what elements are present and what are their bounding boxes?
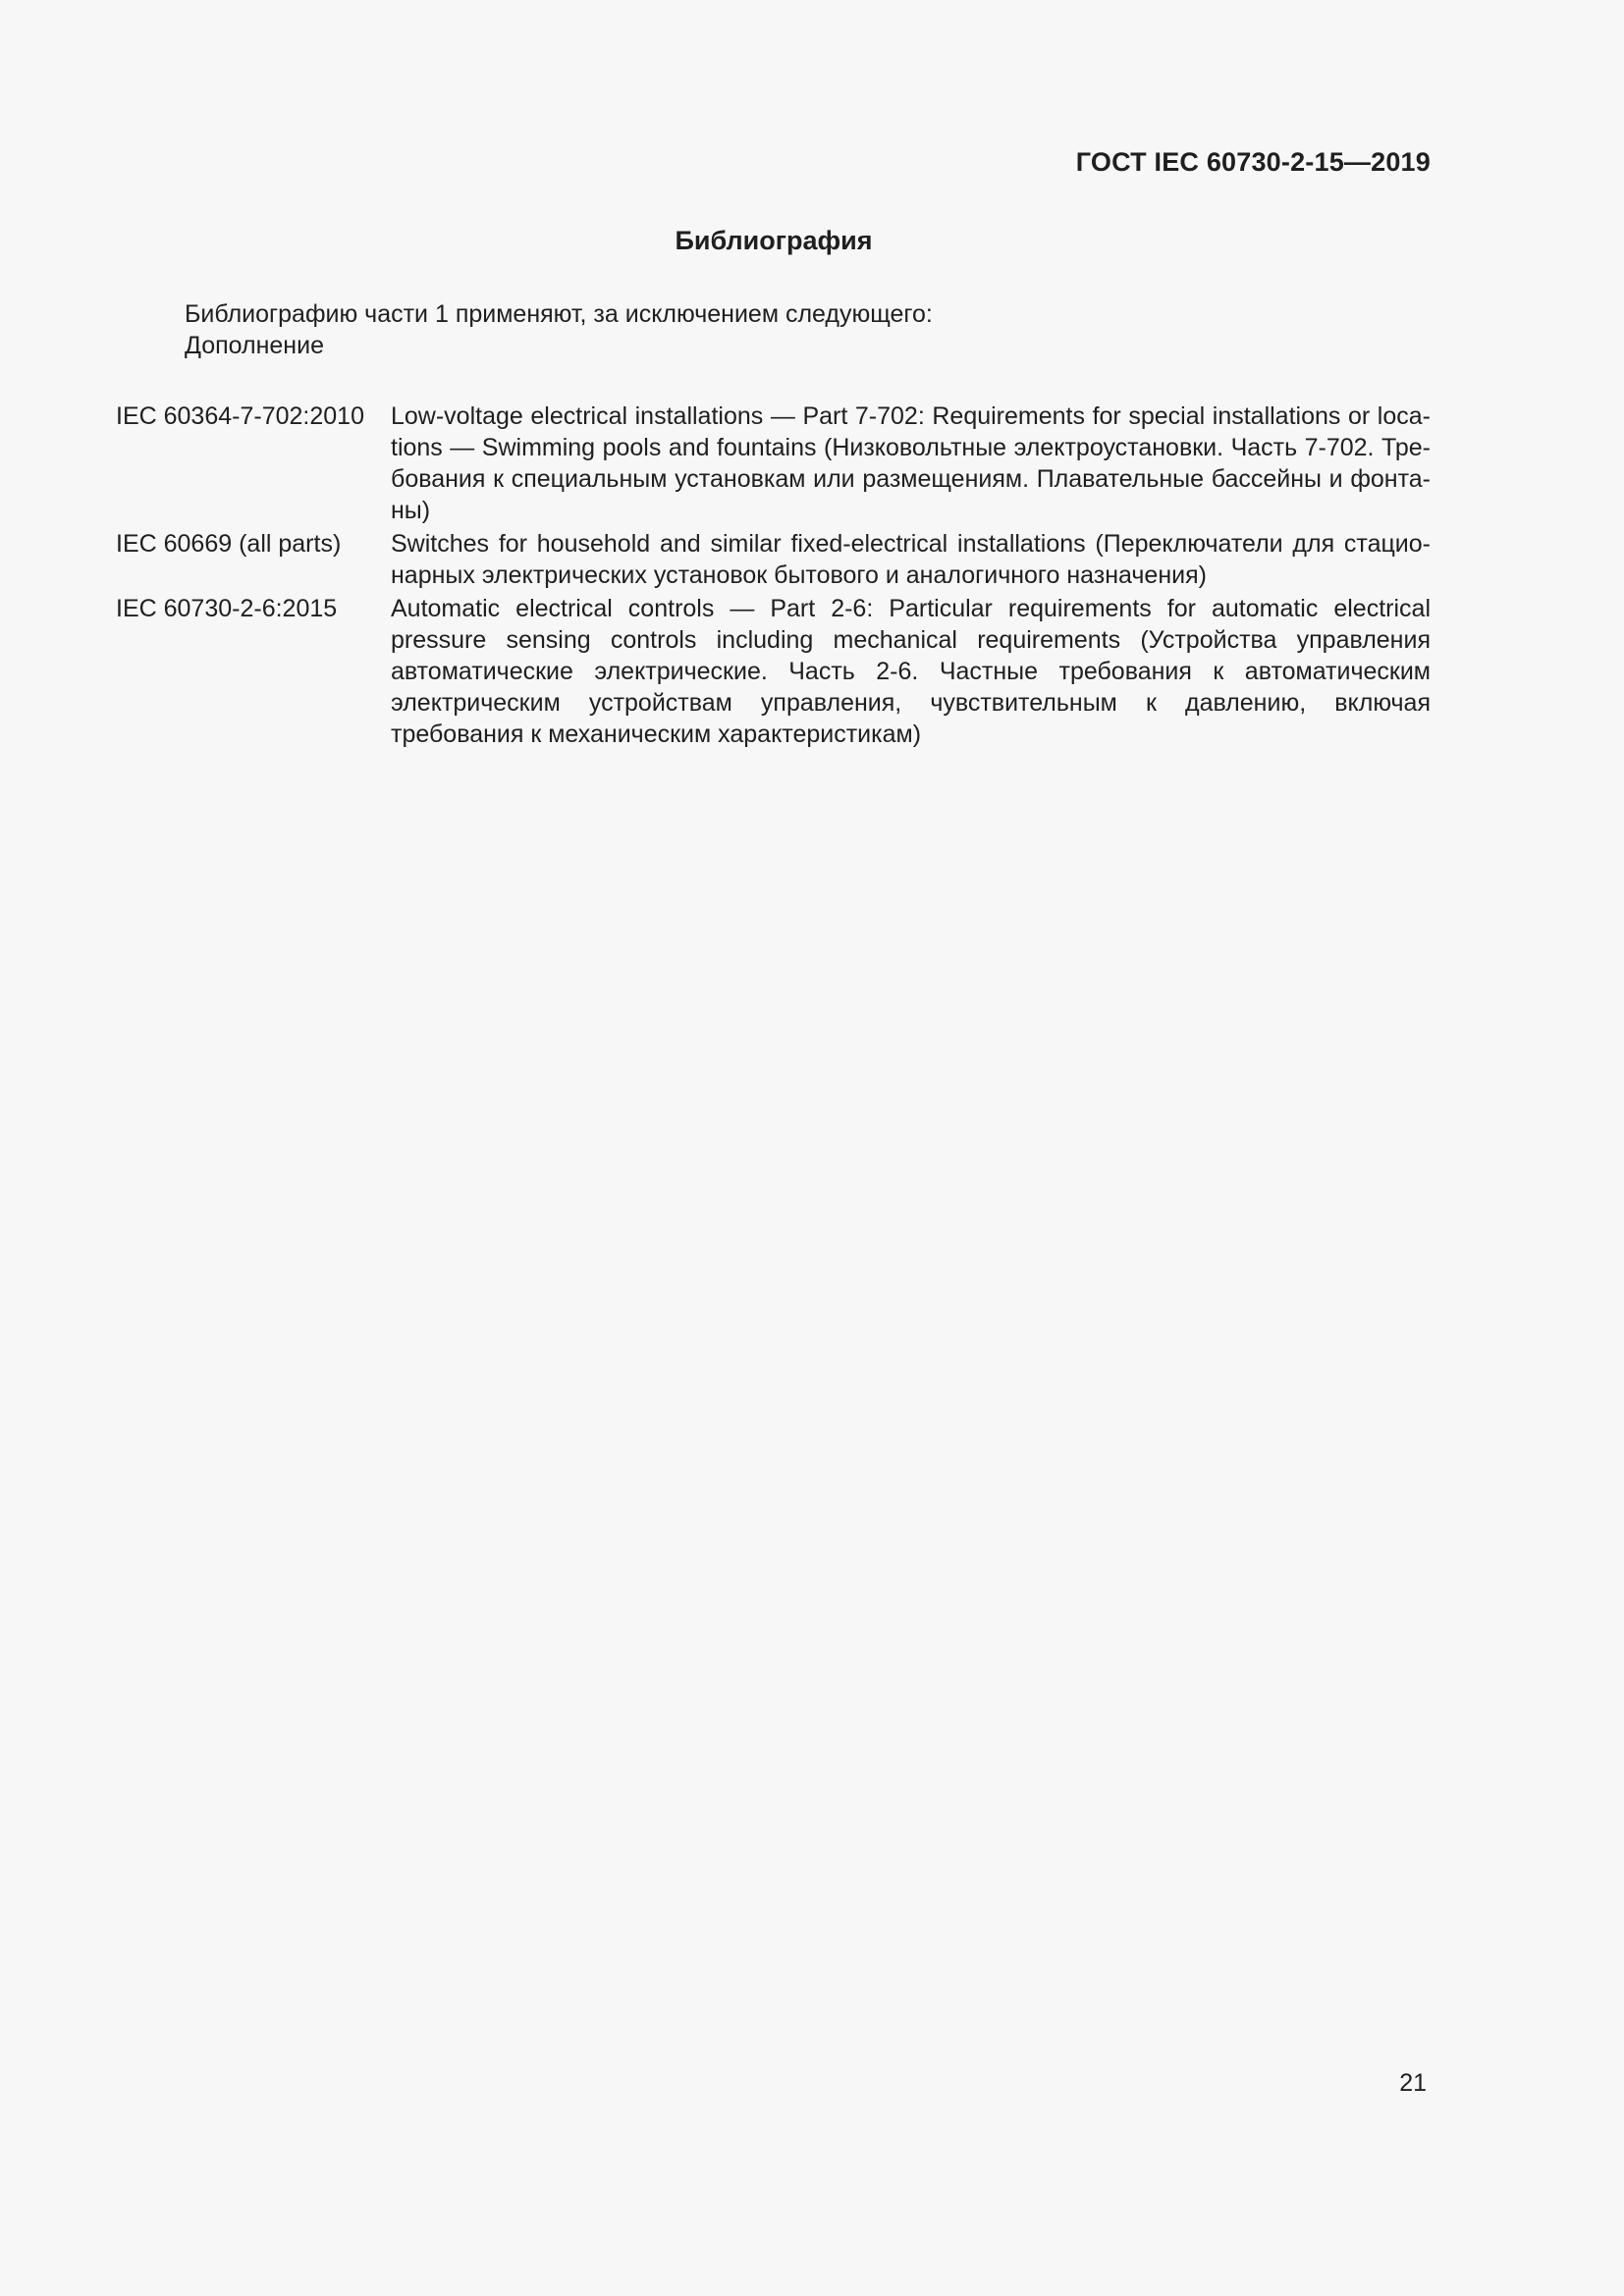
intro-line-addition: Дополнение [185,332,324,359]
reference-code: IEC 60730-2-6:2015 [116,595,338,622]
section-title: Библиография [675,226,873,255]
intro-paragraph [185,298,933,361]
reference-description: Low-voltage electrical installations — Part 7-702: Requirements for special installations or locations — Swimming pools and fountains (Низковольтные электроустановки. Часть 7-702. Требования к специальным установкам или размещениям. Плавательные бассейны и фонтаны) [391,402,1431,524]
page-number: 21 [1399,2069,1427,2097]
bibliography-entry [116,528,1431,591]
bibliography-entry [116,593,1431,750]
reference-code: IEC 60669 (all parts) [116,530,342,558]
document-code-header: ГОСТ IEC 60730-2-15—2019 [1075,147,1431,177]
intro-line: Библиографию части 1 применяют, за исключением следующего: [185,300,933,328]
reference-description: Automatic electrical controls — Part 2-6: Particular requirements for automatic electrical pressure sensing controls including mechanical requirements (Устройства управления автоматические электрические. Часть 2-6. Частные требования к автоматическим электрическим устройствам управления, чувствительным к давлению, включая требования к механическим характеристикам) [391,595,1431,748]
reference-code: IEC 60364-7-702:2010 [116,402,364,430]
bibliography-entry [116,400,1431,526]
bibliography-list [116,400,1431,752]
reference-description: Switches for household and similar fixed-electrical installations (Переключатели для стационарных электрических установок бытового и аналогичного назначения) [391,530,1431,589]
